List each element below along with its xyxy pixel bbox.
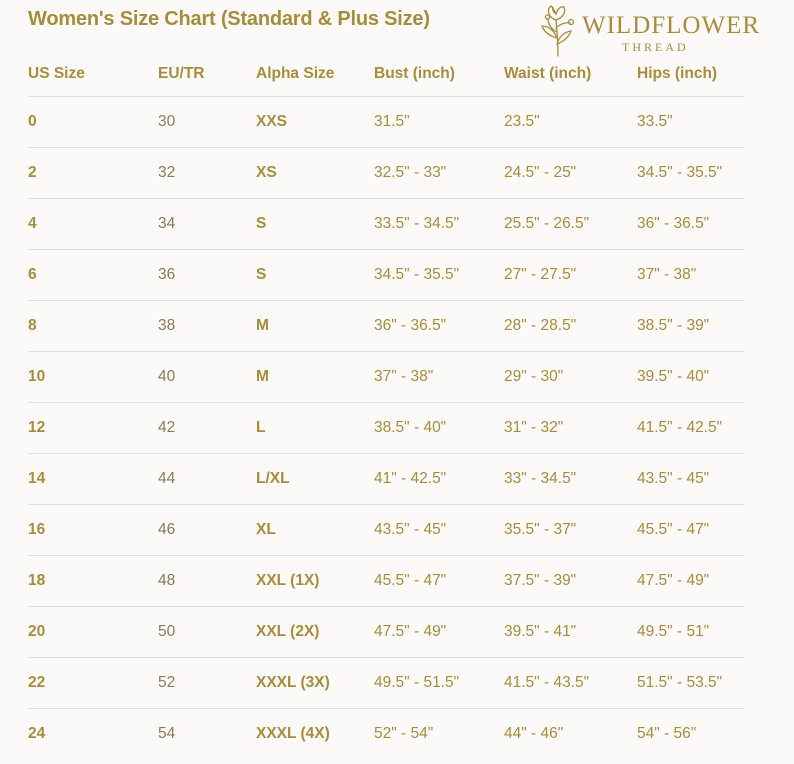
cell-alpha-size: XL [256, 505, 374, 556]
cell-us-size: 14 [28, 454, 158, 505]
table-row [28, 97, 744, 148]
cell-eu-tr: 36 [158, 250, 256, 301]
cell-bust: 38.5" - 40" [374, 403, 504, 454]
cell-waist: 37.5" - 39" [504, 556, 637, 607]
cell-bust: 32.5" - 33" [374, 148, 504, 199]
cell-waist: 35.5" - 37" [504, 505, 637, 556]
cell-waist: 29" - 30" [504, 352, 637, 403]
cell-hips: 37" - 38" [637, 250, 744, 301]
cell-us-size: 8 [28, 301, 158, 352]
cell-alpha-size: XXXL (3X) [256, 658, 374, 709]
cell-eu-tr: 48 [158, 556, 256, 607]
cell-hips: 43.5" - 45" [637, 454, 744, 505]
cell-eu-tr: 40 [158, 352, 256, 403]
cell-alpha-size: XS [256, 148, 374, 199]
cell-alpha-size: XXL (2X) [256, 607, 374, 658]
cell-waist: 28" - 28.5" [504, 301, 637, 352]
cell-hips: 54" - 56" [637, 725, 697, 742]
cell-alpha-size: M [256, 301, 374, 352]
cell-us-size: 20 [28, 607, 158, 658]
header-bust: Bust (inch) [374, 52, 504, 97]
cell-us-size: 24 [28, 725, 46, 742]
cell-eu-tr: 46 [158, 505, 256, 556]
cell-waist: 39.5" - 41" [504, 607, 637, 658]
cell-us-size: 0 [28, 97, 158, 148]
table-row [28, 199, 744, 250]
header-hips: Hips (inch) [637, 52, 744, 97]
cell-alpha-size: L [256, 403, 374, 454]
cell-eu-tr: 32 [158, 148, 256, 199]
cell-waist: 27" - 27.5" [504, 250, 637, 301]
cell-eu-tr: 44 [158, 454, 256, 505]
table-row [28, 352, 744, 403]
cell-us-size: 10 [28, 352, 158, 403]
cell-bust: 37" - 38" [374, 352, 504, 403]
cell-us-size: 4 [28, 199, 158, 250]
cell-hips: 36" - 36.5" [637, 199, 744, 250]
table-row [28, 148, 744, 199]
header-waist: Waist (inch) [504, 52, 637, 97]
cell-bust: 47.5" - 49" [374, 607, 504, 658]
cell-eu-tr: 42 [158, 403, 256, 454]
cell-alpha-size: XXL (1X) [256, 556, 374, 607]
cell-us-size: 18 [28, 556, 158, 607]
cell-us-size: 22 [28, 658, 158, 709]
size-chart-table [28, 52, 744, 759]
cell-us-size: 16 [28, 505, 158, 556]
cell-hips: 39.5" - 40" [637, 352, 744, 403]
cell-eu-tr: 38 [158, 301, 256, 352]
cell-waist: 31" - 32" [504, 403, 637, 454]
cell-waist: 24.5" - 25" [504, 148, 637, 199]
cell-eu-tr: 54 [158, 725, 176, 742]
cell-us-size: 2 [28, 148, 158, 199]
cell-us-size: 12 [28, 403, 158, 454]
cell-alpha-size: XXS [256, 97, 374, 148]
cell-waist: 25.5" - 26.5" [504, 199, 637, 250]
table-row [28, 556, 744, 607]
cell-hips: 38.5" - 39" [637, 301, 744, 352]
cell-hips: 45.5" - 47" [637, 505, 744, 556]
page-title: Women's Size Chart (Standard & Plus Size) [28, 8, 430, 30]
header-alpha-size: Alpha Size [256, 52, 374, 97]
cell-bust: 43.5" - 45" [374, 505, 504, 556]
table-row [28, 250, 744, 301]
cell-waist: 41.5" - 43.5" [504, 658, 637, 709]
cell-hips: 49.5" - 51" [637, 607, 744, 658]
cell-alpha-size: S [256, 250, 374, 301]
flower-icon [536, 2, 580, 58]
cell-alpha-size: XXXL (4X) [256, 725, 330, 742]
cell-waist: 23.5" [504, 97, 637, 148]
cell-eu-tr: 34 [158, 199, 256, 250]
table-row [28, 505, 744, 556]
cell-bust: 45.5" - 47" [374, 556, 504, 607]
cell-hips: 34.5" - 35.5" [637, 148, 744, 199]
cell-bust: 52" - 54" [374, 725, 434, 742]
table-header-row [28, 52, 744, 97]
table-row [28, 658, 744, 709]
cell-hips: 41.5" - 42.5" [637, 403, 744, 454]
cell-bust: 33.5" - 34.5" [374, 199, 504, 250]
cell-hips: 33.5" [637, 97, 744, 148]
header-eu-tr: EU/TR [158, 52, 256, 97]
cell-eu-tr: 52 [158, 658, 256, 709]
cell-waist: 33" - 34.5" [504, 454, 637, 505]
cell-alpha-size: M [256, 352, 374, 403]
table-row [28, 607, 744, 658]
table-row [28, 454, 744, 505]
cell-eu-tr: 50 [158, 607, 256, 658]
cell-waist: 44" - 46" [504, 725, 564, 742]
cell-eu-tr: 30 [158, 97, 256, 148]
cell-bust: 41" - 42.5" [374, 454, 504, 505]
brand-name: WILDFLOWER [582, 12, 761, 39]
cell-us-size: 6 [28, 250, 158, 301]
cell-bust: 36" - 36.5" [374, 301, 504, 352]
header-us-size: US Size [28, 52, 158, 97]
cell-alpha-size: L/XL [256, 454, 374, 505]
cell-bust: 31.5" [374, 97, 504, 148]
brand-subtitle: THREAD [622, 40, 689, 54]
cell-bust: 49.5" - 51.5" [374, 658, 504, 709]
cell-hips: 47.5" - 49" [637, 556, 744, 607]
table-row [28, 403, 744, 454]
table-row [28, 301, 744, 352]
table-row [28, 709, 744, 760]
cell-bust: 34.5" - 35.5" [374, 250, 504, 301]
cell-hips: 51.5" - 53.5" [637, 658, 744, 709]
cell-alpha-size: S [256, 199, 374, 250]
